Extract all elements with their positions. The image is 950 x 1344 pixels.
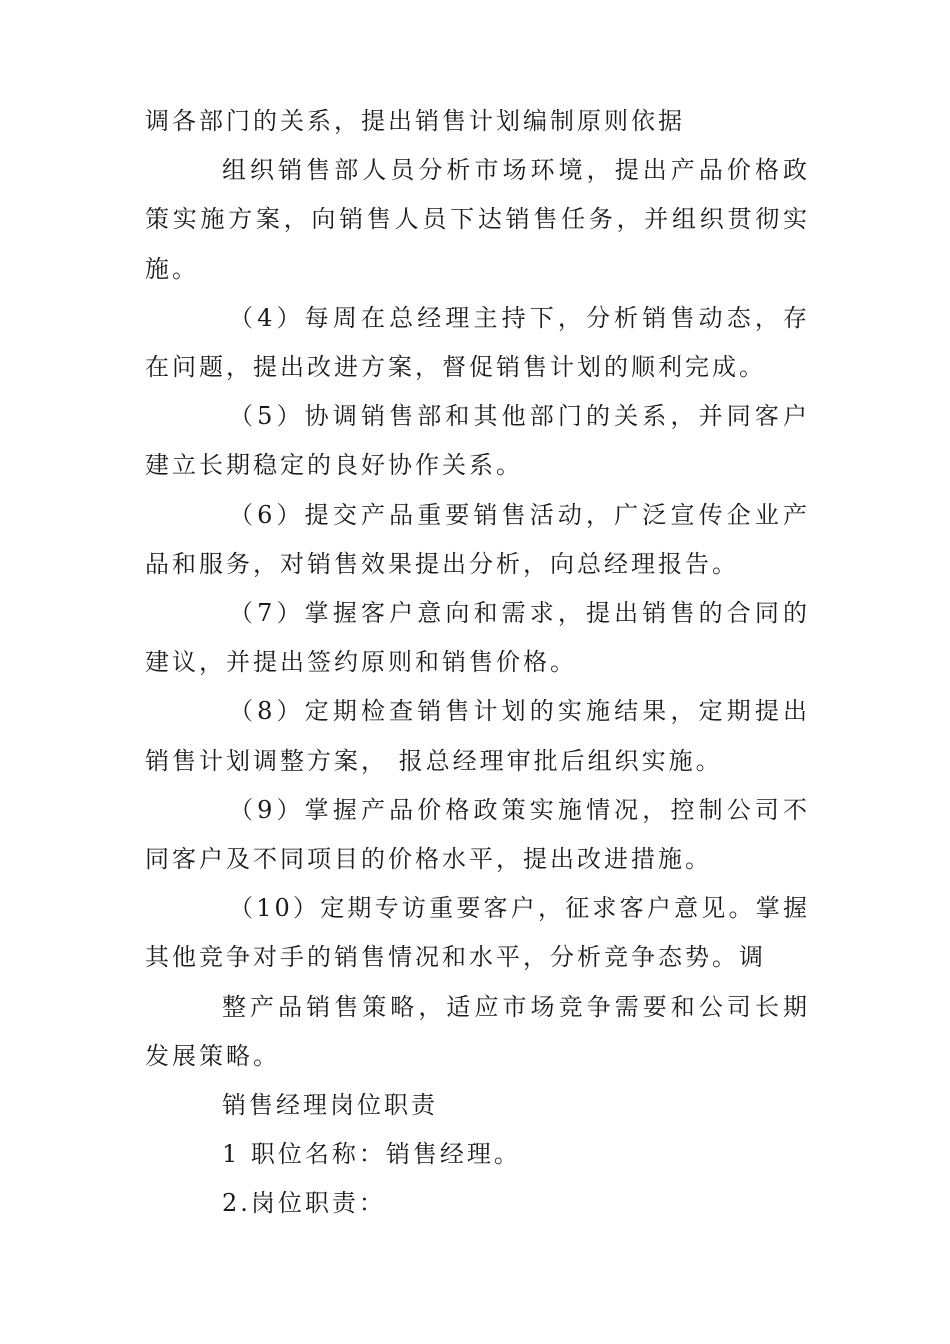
document-body (145, 97, 810, 1229)
paragraph-item-6: （6）提交产品重要销售活动，广泛宣传企业产品和服务，对销售效果提出分析，向总经理报告。 (145, 500, 810, 578)
paragraph-intro: 调各部门的关系，提出销售计划编制原则依据 (145, 107, 685, 135)
paragraph-item-7: （7）掌握客户意向和需求，提出销售的合同的建议，并提出签约原则和销售价格。 (145, 599, 810, 677)
paragraph-item-5: （5）协调销售部和其他部门的关系，并同客户建立长期稳定的良好协作关系。 (145, 402, 810, 480)
section-heading: 销售经理岗位职责 (222, 1091, 438, 1120)
paragraph-item-4: （4）每周在总经理主持下，分析销售动态，存在问题，提出改进方案，督促销售计划的顺利完成。 (145, 303, 810, 382)
paragraph-item-10: （10）定期专访重要客户，征求客户意见。掌握其他竞争对手的销售情况和水平，分析竞争态势。调 (145, 894, 810, 972)
paragraph-strategy-adjust: 整产品销售策略，适应市场竞争需要和公司长期发展策略。 (145, 992, 810, 1070)
paragraph-item-8: （8）定期检查销售计划的实施结果，定期提出销售计划调整方案， 报总经理审批后组织实施。 (145, 697, 810, 775)
paragraph-market-analysis: 组织销售部人员分析市场环境，提出产品价格政策实施方案，向销售人员下达销售任务，并组织贯彻实施。 (145, 156, 810, 283)
paragraph-item-9: （9）掌握产品价格政策实施情况，控制公司不同客户及不同项目的价格水平，提出改进措施。 (145, 795, 810, 874)
paragraph-job-title: 1 职位名称：销售经理。 (222, 1140, 521, 1169)
paragraph-job-duties: 2.岗位职责： (222, 1189, 386, 1218)
